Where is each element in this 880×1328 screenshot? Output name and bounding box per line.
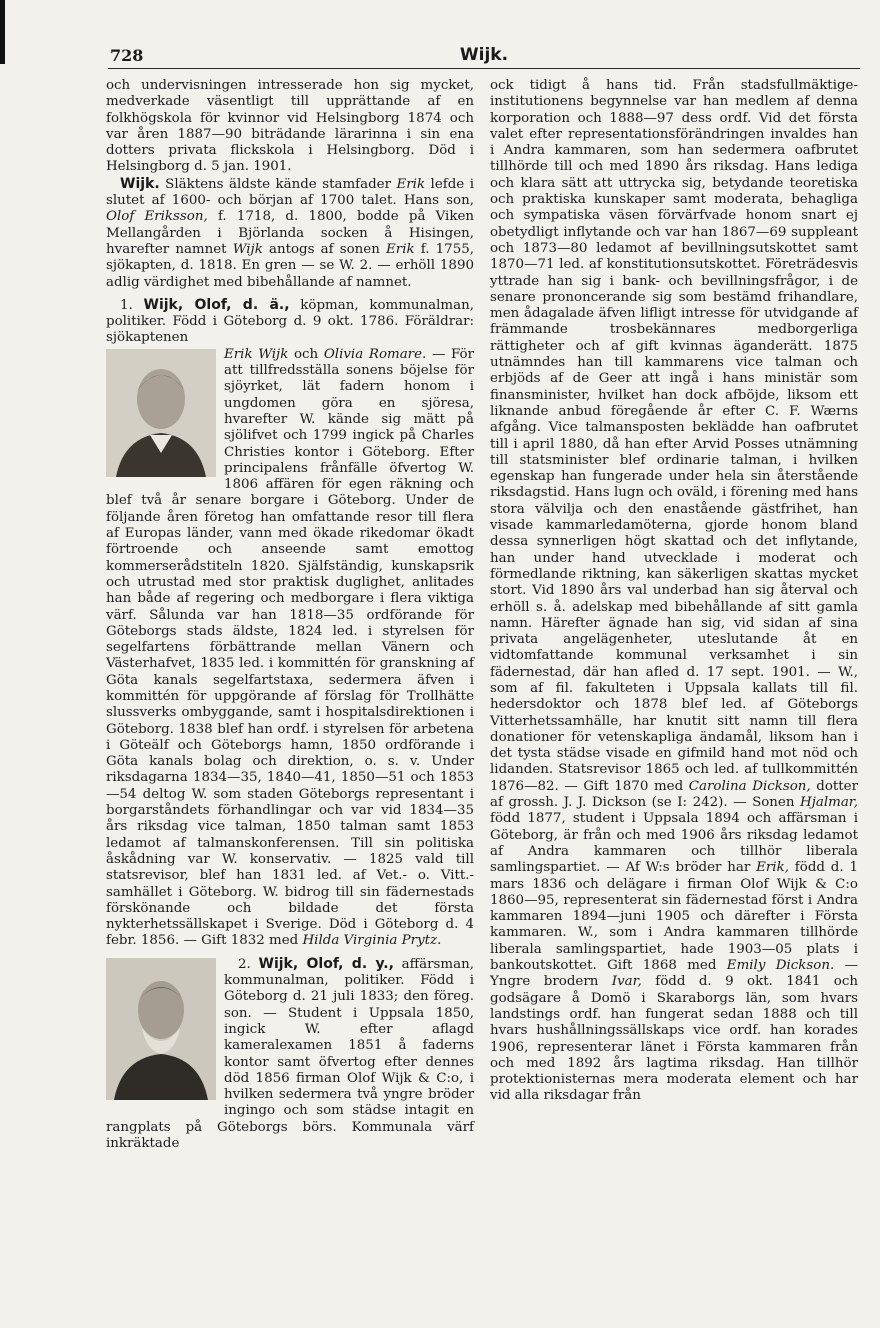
entry-olof-younger: 2. Wijk, Olof, d. y., affärsman, kommunalman, politiker. Född i Göteborg d. 21 juli 1833; den föreg. son. — Student i Uppsala 1850, ingick W. efter aflagd kameralexamen 1851 å faderns kontor samt öfvertog efter dennes död 1856 firman Olof Wijk & C:o, i hvilken sedermera två yngre bröder ingingo och som städse intagit en rangplats på Göteborgs börs. Kommunala värf inkräktade xyxy=(106,955,474,1151)
entry-headword: Wijk, Olof, d. y., xyxy=(258,955,394,972)
entry-headword: Wijk, Olof, d. ä., xyxy=(143,296,290,313)
portrait-olof-elder xyxy=(106,349,216,477)
intro-paragraph: och undervisningen intresserade hon sig mycket, medverkade väsentligt till upprättande af en folkhögskola för kvinnor vid Helsingborg 1874 och var åren 1887—90 biträdande lärarinna i sin ena dotters privata flickskola i Helsingborg. Död i Helsingborg d. 5 jan. 1901. xyxy=(106,78,474,175)
page-header xyxy=(108,44,860,69)
right-column-text: ock tidigt å hans tid. Från stadsfullmäktige-institutionens begynnelse var han medlem af denna korporation och 1888—97 dess ordf. Vid det första valet efter representationsförändringen invaldes han i Andra kammaren, som han sedermera oafbrutet tillhörde till och med 1890 års riksdag. Hans lediga och klara sätt att uttrycka sig, betydande teoretiska och praktiska kunskaper samt moderata, behagliga och sympatiska väsen förvärfvade honom snart ej obetydligt inflytande och var han 1867—69 suppleant och 1873—80 ledamot af bevillningsutskottet samt 1870—71 led. af konstitutionsutskottet. Företrädesvis yttrade han sig i bank- och bevillningsfrågor, i de senare prononcerande sig som bestämd frihandlare, men ådagalade äfven lifligt intresse för utvidgande af främmande trosbekännares medborgerliga rättigheter och af gift kvinnas äganderätt. 1875 utnämndes han till kammarens vice talman och erbjöds af de Geer att ingå i hans ministär som finansminister, hvilket han dock afböjde, liksom ett liknande anbud föregående år efter C. F. Wærns afgång. Vice talmansposten beklädde han oafbrutet till i april 1880, då han efter Arvid Posses utnämning till statsminister blef ordinarie talman, i hvilken egenskap han fungerade under hela sin återstående riksdagstid. Hans lugn och oväld, i förening med hans stora välvilja och den enastående gästfrihet, han visade kammarledamöterna, gjorde honom bland dessa synnerligen högt skattad och det inflytande, han under hand utvecklade i moderat och förmedlande riktning, kan säkerligen skattas mycket stort. Vid 1890 års val underbad han sig återval och erhöll s. å. adelskap med bibehållande af sitt gamla namn. Härefter ägnade han sig, vid sidan af sina privata angelägenheter, uteslutande åt en vidtomfattande kommunal verksamhet i sin fädernestad, där han afled d. 17 sept. 1901. — W., som af fil. fakulteten i Uppsala kallats till fil. hedersdoktor och 1878 blef led. af Göteborgs Vitterhetssamhälle, har knutit sitt namn till flera donationer för vetenskapliga ändamål, liksom han i det tysta städse visade en gifmild hand mot nöd och lidanden. Statsrevisor 1865 och led. af tullkommittén 1876—82. — Gift 1870 med Carolina Dickson, dotter af grossh. J. J. Dickson (se I: 242). — Sonen Hjalmar, född 1877, student i Uppsala 1894 och affärsman i Göteborg, är från och med 1906 års riksdag ledamot af Andra kammaren och tillhör liberala samlingspartiet. — Af W:s bröder har Erik, född d. 1 mars 1836 och delägare i firman Olof Wijk & C:o 1860—95, representerat sin fädernestad först i Andra kammaren 1894—juni 1905 och därefter i Första kammaren. W., som i Andra kammaren tillhörde liberala samlingspartiet, hade 1903—05 plats i bankoutskottet. Gift 1868 med Emily Dickson. — Yngre brodern Ivar, född d. 9 okt. 1841 och godsägare å Domö i Skaraborgs län, som hvars landstings ordf. han fungerat sedan 1888 och till hvars hushållningssällskaps vice ordf. han korades 1906, representerar länet i Första kammaren från och med 1892 års lagtima riksdag. Han tillhör protektionisternas mera moderata element och har vid alla riksdagar från xyxy=(490,78,858,1104)
family-headword: Wijk. xyxy=(120,175,160,192)
portrait-olof-younger xyxy=(106,958,216,1100)
scan-edge-mark xyxy=(0,0,5,64)
left-column xyxy=(106,78,474,1152)
family-paragraph: Wijk. Släktens äldste kände stamfader Erik lefde i slutet af 1600- och början af 1700 talet. Hans son, Olof Eriksson, f. 1718, d. 1800, bodde på Viken Mellangården i Björlanda socken å Hisingen, hvarefter namnet Wijk antogs af sonen Erik f. 1755, sjökapten, d. 1818. En gren — se W. 2. — erhöll 1890 adlig värdighet med bibehållande af namnet. xyxy=(106,175,475,290)
page-number: 728 xyxy=(110,46,144,65)
right-column xyxy=(490,78,858,1105)
entry-olof-elder-body: Erik Wijk och Olivia Romare. — För att tillfredsställa sonens böjelse för sjöyrket, lät fadern honom i ungdomen göra en sjöresa, hvarefter W. kände sig mätt på sjölifvet och 1799 ingick på Charles Christies kontor i Göteborg. Efter principalens frånfälle öfvertog W. 1806 affären för egen räkning och blef två år senare borgare i Göteborg. Under de följande åren företog han omfattande resor till flera af Europas länder, vann med ökade rikedomar ökadt förtroende och anseende samt emottog kommerserådstiteln 1820. Själfständig, kunskapsrik och utrustad med stor praktisk duglighet, anlitades han både af regering och medborgare i flera viktiga värf. Sålunda var han 1818—35 ordförande för Göteborgs stads äldste, 1824 led. i styrelsen för segelfartens förbättrande mellan Vänern och Västerhafvet, 1835 led. i kommittén för granskning af Göta kanals segelfartstaxa, sedermera äfven i kommittén för uppgörande af förslag för Trollhätte slussverks ombyggande, samt i hospitalsdirektionen i Göteborg. 1838 blef han ordf. i styrelsen för arbetena i Göteälf och Göteborgs hamn, 1850 ordförande i Göta kanals bolag och direktion, o. s. v. Under riksdagarna 1834—35, 1840—41, 1850—51 och 1853—54 deltog W. som staden Göteborgs representant i borgarståndets förhandlingar och var vid 1834—35 års riksdag vice talman, 1850 talman samt 1853 ledamot af talmanskonferensen. Till sin politiska åskådning var W. konservativ. — 1825 vald till statsrevisor, blef han 1831 led. af Vet.- o. Vitt.-samhället i Göteborg. W. bidrog till sin fädernestads förskönande och bildade det första nykterhetssällskapet i Sverige. Död i Göteborg d. 4 febr. 1856. — Gift 1832 med Hilda Virginia Prytz. xyxy=(106,346,475,949)
running-head: Wijk. xyxy=(459,45,509,65)
entry-olof-elder: 1. Wijk, Olof, d. ä., köpman, kommunalman, politiker. Född i Göteborg d. 9 okt. 1786. Föräldrar: sjökaptenen xyxy=(106,296,474,346)
